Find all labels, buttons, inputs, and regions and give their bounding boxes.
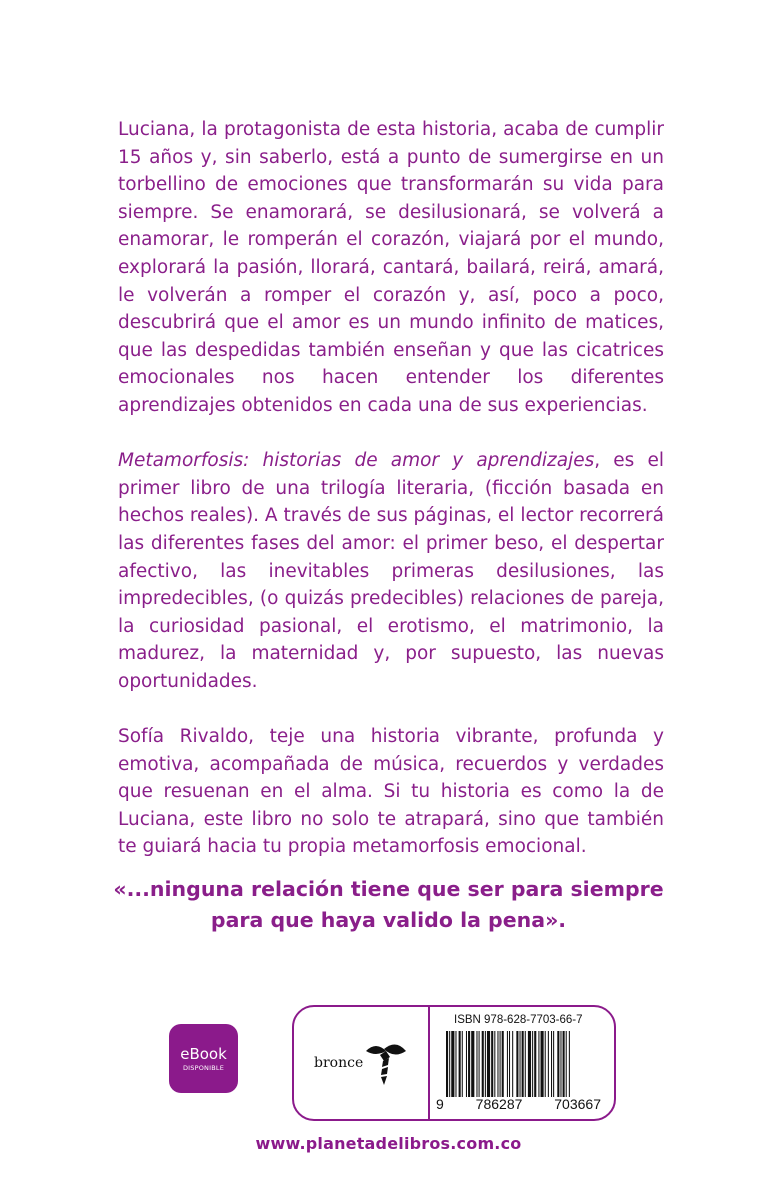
barcode-bar <box>509 1031 510 1097</box>
barcode-bar <box>462 1031 463 1097</box>
barcode-bar <box>516 1031 518 1097</box>
barcode-bar <box>468 1031 470 1097</box>
barcode-digits-right: 703667 <box>554 1096 601 1112</box>
barcode-bar <box>569 1031 570 1097</box>
barcode-bar <box>494 1031 495 1097</box>
barcode-bar <box>538 1031 539 1097</box>
barcode-bar <box>548 1031 549 1097</box>
pull-quote-line-2: para que haya valido la pena». <box>210 908 567 932</box>
barcode-digits-left: 786287 <box>475 1096 523 1112</box>
barcode-bar <box>476 1031 477 1097</box>
barcode-bar <box>528 1031 531 1097</box>
barcode-digits <box>436 1096 601 1112</box>
barcode-bar <box>507 1031 508 1097</box>
publisher-name: bronce <box>314 1055 364 1071</box>
ebook-label: eBook <box>180 1044 227 1063</box>
barcode-bar <box>520 1031 521 1097</box>
barcode-bar <box>545 1031 546 1097</box>
barcode-bar <box>557 1031 559 1097</box>
blurb-paragraph-3: Sofía Rivaldo, teje una historia vibrante, profunda y emotiva, acompañada de música, recuerdos y verdades que resuenan en el alma. Si tu historia es como la de Luciana, este libro no solo te atrapará, sino que también te guiará hacia tu propia metamorfosis emocional. <box>118 726 664 858</box>
publisher-website: www.planetadelibros.com.co <box>255 1134 522 1153</box>
barcode-bar <box>451 1031 454 1097</box>
ebook-sublabel: DISPONIBLE <box>182 1063 225 1072</box>
barcode-bar <box>522 1031 524 1097</box>
barcode-bar <box>479 1031 480 1097</box>
isbn-label: ISBN 978-628-7703-66-7 <box>454 1014 583 1026</box>
barcode-bar <box>541 1031 544 1097</box>
pull-quote-line-1: «...ninguna relación tiene que ser para siempre <box>113 877 664 901</box>
panel-divider <box>428 1007 430 1121</box>
barcode-bar <box>534 1031 536 1097</box>
barcode-bar <box>466 1031 467 1097</box>
barcode-bar <box>532 1031 533 1097</box>
barcode-bar <box>553 1031 554 1097</box>
barcode-panel <box>292 1005 616 1121</box>
barcode-bar <box>455 1031 456 1097</box>
blurb-paragraph-2 <box>118 447 664 695</box>
barcode-bar <box>491 1031 493 1097</box>
barcode-bar <box>551 1031 552 1097</box>
pull-quote <box>60 874 717 936</box>
barcode-digit-lead: 9 <box>436 1096 444 1112</box>
blurb-paragraph-1: Luciana, la protagonista de esta historia, acaba de cumplir 15 años y, sin saberlo, está a punto de sumergirse en un torbellino de emociones que transformarán su vida para siempre. Se enamorará, se desilusionará, se volverá a enamorar, le romperán el corazón, viajará por el mundo, explorará la pasión, llorará, cantará, bailará, reirá, amará, le volverán a romper el corazón y, así, poco a poco, descubrirá que el amor es un mundo infinito de matices, que las despedidas también enseñan y que las cicatrices emocionales nos hacen entender los diferentes aprendizajes obtenidos en cada una de sus experiencias. <box>118 119 664 416</box>
barcode-bar <box>560 1031 561 1097</box>
ebook-badge <box>169 1024 238 1093</box>
barcode-bar <box>485 1031 486 1097</box>
barcode-bar <box>512 1031 513 1097</box>
barcode-bar <box>502 1031 504 1097</box>
barcode-bar <box>563 1031 565 1097</box>
barcode-bar <box>471 1031 474 1097</box>
barcode-bar <box>459 1031 461 1097</box>
barcode-bar <box>449 1031 450 1097</box>
book-title-italic: Metamorfosis: historias de amor y aprendizajes <box>118 450 595 472</box>
barcode-bar <box>500 1031 501 1097</box>
barcode-bar <box>482 1031 484 1097</box>
barcode-bar <box>497 1031 498 1097</box>
barcode-image <box>446 1031 604 1097</box>
back-cover-blurb <box>118 116 664 889</box>
bee-logo-icon <box>364 1039 408 1089</box>
barcode-bar <box>487 1031 490 1097</box>
barcode-bar <box>446 1031 448 1097</box>
blurb-paragraph-2-text: , es el primer libro de una trilogía literaria, (ficción basada en hechos reales). A través de sus páginas, el lector recorrerá las diferentes fases del amor: el primer beso, el despertar afectivo, las inevitables primeras desilusiones, las impredecibles, (o quizás predecibles) relaciones de pareja, la curiosidad pasional, el erotismo, el matrimonio, la madurez, la maternidad y, por supuesto, las nuevas oportunidades. <box>118 450 664 692</box>
barcode-bar <box>566 1031 567 1097</box>
barcode-bar <box>525 1031 526 1097</box>
